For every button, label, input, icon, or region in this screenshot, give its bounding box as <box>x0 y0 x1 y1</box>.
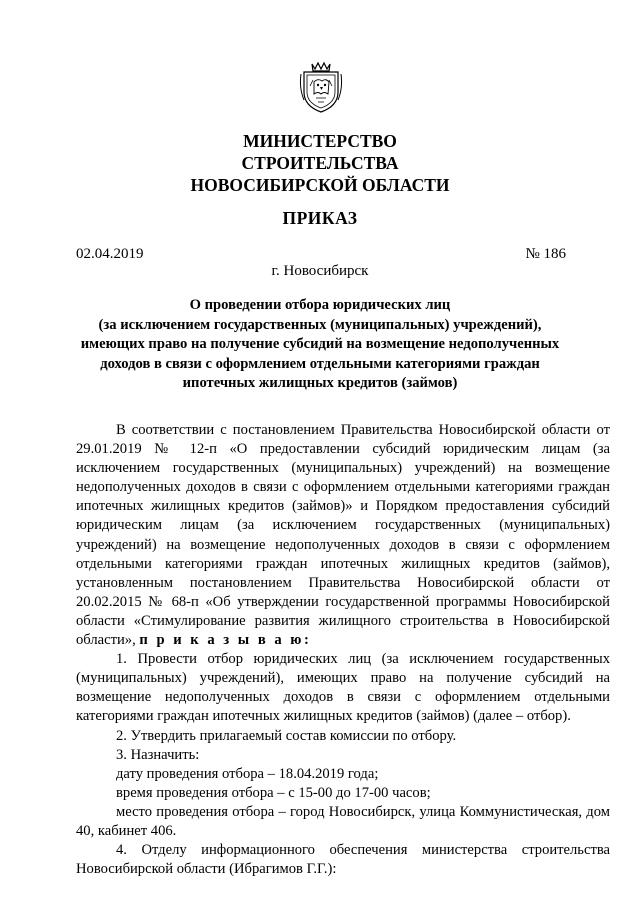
item-3: 3. Назначить: <box>116 746 200 763</box>
item-3-place: место проведения отбора – город Новосибирск, улица Коммунистическая, дом 40, кабинет 406. <box>76 803 610 839</box>
subject-line-1: О проведении отбора юридических лиц <box>189 297 451 313</box>
ministry-line-1: МИНИСТЕРСТВО <box>243 131 397 151</box>
item-3-time: время проведения отбора – с 15-00 до 17-00 часов; <box>116 784 431 801</box>
subject-line-5: ипотечных жилищных кредитов (займов) <box>182 375 458 391</box>
item-3-date: дату проведения отбора – 18.04.2019 года; <box>116 765 379 782</box>
subject-line-4: доходов в связи с оформлением отдельными категориями граждан <box>100 355 540 372</box>
preamble-text: В соответствии с постановлением Правительства Новосибирской области от 29.01.2019 № 12-п «О предоставлении субсидий юридическим лицам (за исключением государственных (муниципальных) учреждений) на возмещение недополученных доходов в связи с оформлением отдельными категориями граждан ипотечных жилищных кредитов (займов)» и Порядком предоставления субсидий юридическим лицам (за исключением государственных (муниципальных) учреждений) на возмещение недополученных доходов в связи с оформлением отдельными категориями граждан ипотечных жилищных кредитов (займов), установленным постановлением Правительства Новосибирской области от 20.02.2015 № 68-п «Об утверждении государственной программы Новосибирской области «Стимулирование развития жилищного строительства в Новосибирской области», <box>76 422 610 649</box>
document-body <box>76 421 610 879</box>
document-type: ПРИКАЗ <box>282 208 358 228</box>
item-2: 2. Утвердить прилагаемый состав комиссии по отбору. <box>116 727 457 744</box>
subject-line-2: (за исключением государственных (муниципальных) учреждений), <box>98 316 542 333</box>
ministry-line-2: СТРОИТЕЛЬСТВА <box>241 153 399 173</box>
order-word: п р и к а з ы в а ю: <box>139 632 312 649</box>
ministry-line-3: НОВОСИБИРСКОЙ ОБЛАСТИ <box>190 175 450 195</box>
item-4: 4. Отделу информационного обеспечения министерства строительства Новосибирской области (Ибрагимов Г.Г.): <box>76 842 610 878</box>
ministry-title <box>0 130 640 196</box>
document-subject <box>0 296 640 394</box>
coat-of-arms-icon <box>298 58 344 116</box>
subject-line-3: имеющих право на получение субсидий на возмещение недополученных <box>80 336 560 352</box>
document-date: 02.04.2019 <box>76 246 144 262</box>
document-number: № 186 <box>525 246 566 262</box>
preamble-paragraph <box>76 421 610 650</box>
item-1: 1. Провести отбор юридических лиц (за исключением государственных (муниципальных) учреждений), имеющих право на получение субсидий на возмещение недополученных доходов в связи с оформлением отдельными категориями граждан ипотечных жилищных кредитов (займов) (далее – отбор). <box>76 651 610 725</box>
document-city: г. Новосибирск <box>271 263 369 279</box>
